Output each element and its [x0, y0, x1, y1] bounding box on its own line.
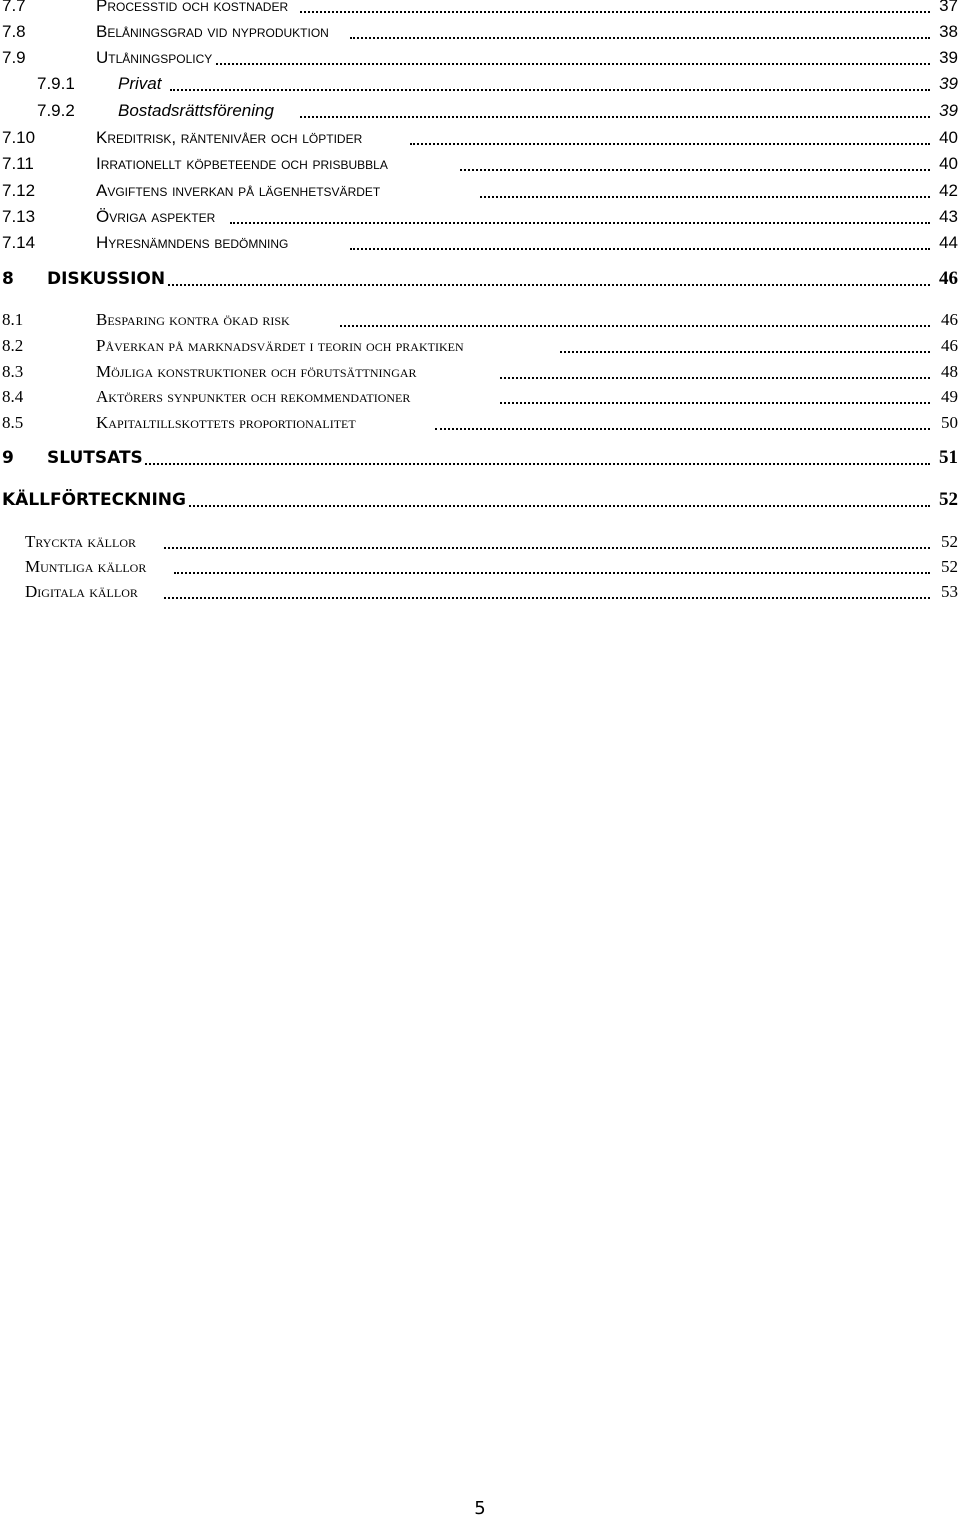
- toc-entry-number: 8.5: [2, 413, 24, 432]
- toc-leader-dots: [170, 89, 930, 91]
- toc-entry-page: 49: [938, 384, 958, 410]
- toc-entry-title: Belåningsgrad vid nyproduktion: [96, 19, 331, 45]
- toc-entry-page: 37: [936, 0, 958, 19]
- toc-entry-page: 46: [938, 333, 958, 359]
- toc-leader-dots: [160, 284, 930, 286]
- toc-entry[interactable]: [0, 307, 960, 333]
- toc-entry-page: 46: [938, 307, 958, 333]
- toc-leader-dots: [164, 547, 930, 549]
- toc-entry-title: DISKUSSION: [47, 266, 167, 292]
- toc-leader-dots: [500, 402, 930, 404]
- toc-leader-dots: [300, 11, 930, 13]
- toc-entry-number: 7.12: [2, 181, 36, 200]
- toc-entry[interactable]: [0, 529, 960, 555]
- toc-entry-title: Besparing kontra ökad risk: [96, 307, 292, 333]
- toc-entry-page: 48: [938, 359, 958, 385]
- toc-entry-title: Muntliga källor: [25, 554, 148, 580]
- toc-leader-dots: [138, 463, 930, 465]
- toc-entry-title: KÄLLFÖRTECKNING: [2, 487, 188, 513]
- toc-entry-number: 7.9.1: [37, 74, 75, 93]
- toc-entry-title: Påverkan på marknadsvärdet i teorin och praktiken: [96, 333, 466, 359]
- toc-entry[interactable]: [0, 151, 960, 177]
- toc-entry[interactable]: [0, 204, 960, 230]
- toc-entry-number: 7.7: [2, 0, 26, 15]
- toc-leader-dots: [435, 428, 930, 430]
- toc-entry-number: 7.9: [2, 48, 26, 67]
- toc-entry[interactable]: [0, 19, 960, 45]
- toc-entry[interactable]: [0, 384, 960, 410]
- toc-entry[interactable]: [0, 178, 960, 204]
- toc-entry[interactable]: [0, 45, 960, 71]
- toc-entry-number: 7.10: [2, 128, 36, 147]
- toc-entry-page: 39: [936, 98, 958, 124]
- toc-leader-dots: [340, 325, 930, 327]
- toc-entry-number: 7.9.2: [37, 101, 75, 120]
- toc-leader-dots: [300, 116, 930, 118]
- toc-entry-chapter[interactable]: [0, 487, 960, 513]
- toc-leader-dots: [200, 63, 930, 65]
- toc-entry-page: 50: [938, 410, 958, 436]
- toc-entry-title: Utlåningspolicy: [96, 45, 214, 71]
- toc-entry-number: 8.1: [2, 310, 24, 329]
- toc-entry[interactable]: [0, 579, 960, 605]
- toc-leader-dots: [350, 37, 930, 39]
- toc-entry-page: 53: [938, 579, 958, 605]
- toc-entry[interactable]: [0, 333, 960, 359]
- toc-entry[interactable]: [0, 98, 960, 124]
- toc-leader-dots: [174, 572, 930, 574]
- toc-leader-dots: [480, 196, 930, 198]
- toc-entry-page: 43: [936, 204, 958, 230]
- toc-leader-dots: [500, 377, 930, 379]
- toc-entry[interactable]: [0, 410, 960, 436]
- toc-leader-dots: [460, 169, 930, 171]
- toc-leader-dots: [410, 143, 930, 145]
- toc-entry-number: 7.8: [2, 22, 26, 41]
- toc-leader-dots: [164, 597, 930, 599]
- toc-entry-title: Bostadsrättsförening: [118, 98, 276, 124]
- toc-entry-page: 46: [936, 266, 958, 292]
- toc-entry[interactable]: [0, 71, 960, 97]
- toc-entry-page: 52: [938, 529, 958, 555]
- toc-entry-title: Hyresnämndens bedömning: [96, 230, 290, 256]
- toc-entry[interactable]: [0, 230, 960, 256]
- toc-entry-page: 51: [936, 445, 958, 471]
- toc-entry-title: Aktörers synpunkter och rekommendationer: [96, 384, 412, 410]
- toc-entry-title: Irrationellt köpbeteende och prisbubbla: [96, 151, 390, 177]
- toc-entry-title: Möjliga konstruktioner och förutsättningar: [96, 359, 419, 385]
- toc-entry-page: 40: [936, 151, 958, 177]
- toc-leader-dots: [560, 351, 930, 353]
- toc-leader-dots: [174, 505, 930, 507]
- toc-entry-number: 7.14: [2, 233, 36, 252]
- toc-entry-page: 38: [936, 19, 958, 45]
- toc-entry-number: 8.3: [2, 362, 24, 381]
- toc-entry-page: 42: [936, 178, 958, 204]
- toc-entry-title: Digitala källor: [25, 579, 140, 605]
- toc-entry-number: 8.2: [2, 336, 24, 355]
- toc-entry[interactable]: [0, 125, 960, 151]
- toc-entry-title: Övriga aspekter: [96, 204, 217, 230]
- toc-entry[interactable]: [0, 0, 960, 19]
- toc-entry-number: 7.13: [2, 207, 36, 226]
- toc-entry-title: Processtid och kostnader: [96, 0, 290, 19]
- toc-entry-page: 39: [936, 71, 958, 97]
- toc-entry-chapter[interactable]: [0, 266, 960, 292]
- toc-entry-page: 52: [936, 487, 958, 513]
- toc-entry-number: 8: [2, 269, 14, 289]
- toc-entry-title: Kapitaltillskottets proportionalitet: [96, 410, 358, 436]
- toc-entry-title: Tryckta källor: [25, 529, 138, 555]
- toc-entry-title: Kreditrisk, räntenivåer och löptider: [96, 125, 364, 151]
- toc-entry-number: 9: [2, 448, 14, 468]
- toc-entry-page: 44: [936, 230, 958, 256]
- toc-entry[interactable]: [0, 554, 960, 580]
- toc-leader-dots: [350, 248, 930, 250]
- toc-entry-title: Avgiftens inverkan på lägenhetsvärdet: [96, 178, 382, 204]
- toc-leader-dots: [230, 222, 930, 224]
- toc-entry-title: Privat: [118, 71, 163, 97]
- toc-entry-page: 52: [938, 554, 958, 580]
- toc-entry-number: 8.4: [2, 387, 24, 406]
- toc-entry-number: 7.11: [2, 154, 34, 173]
- toc-entry-chapter[interactable]: [0, 445, 960, 471]
- toc-entry-page: 40: [936, 125, 958, 151]
- toc-entry-title: SLUTSATS: [47, 445, 145, 471]
- toc-entry[interactable]: [0, 359, 960, 385]
- toc-entry-page: 39: [936, 45, 958, 71]
- page-number: 5: [474, 1498, 486, 1519]
